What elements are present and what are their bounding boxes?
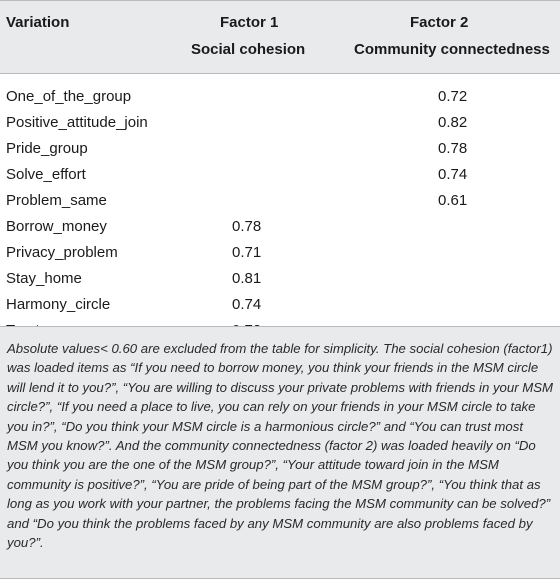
cell-factor2: 0.72 [438,88,468,105]
cell-factor1: 0.78 [232,218,262,235]
table-footnote: Absolute values< 0.60 are excluded from the table for simplicity. The social cohesion (factor1) was loaded items as “If you need to borrow money, you think your friends in the MSM circle will lend it to you?”, “You are willing to discuss your private problems with friends in your MSM circle?”, “If you need a place to live, you can rely on your friends in your MSM circle to take you in?”, “Do you think your MSM circle is a harmonious circle?” and “You can trust most MSM you know?”. And the community connectedness (factor 2) was loaded heavily on “Do you think you are the one of the MSM group?”, “Your attitude toward join in the MSM community is positive?”, “You are pride of being part of the MSM group?”, “You think that as long as you work with your partner, the problems facing the MSM community can be solved?” and “Do you think the problems faced by any MSM community are also problems faced by you?”. [0,326,560,579]
cell-variation: Borrow_money [6,218,107,235]
cell-factor2: 0.61 [438,192,468,209]
table-row [0,140,560,166]
table-row [0,88,560,114]
cell-variation: Privacy_problem [6,244,118,261]
cell-variation: One_of_the_group [6,88,132,105]
header-factor2-title: Factor 2 [410,14,469,31]
cell-factor2: 0.82 [438,114,468,131]
cell-factor1: 0.71 [232,244,262,261]
cell-variation: Problem_same [6,192,107,209]
table-row [0,114,560,140]
cell-variation: Pride_group [6,140,88,157]
table-row [0,166,560,192]
table-row [0,244,560,270]
header-factor1-subtitle: Social cohesion [191,41,306,58]
cell-variation: Solve_effort [6,166,86,183]
header-factor1-title: Factor 1 [220,14,279,31]
cell-factor1: 0.81 [232,270,262,287]
cell-variation: Stay_home [6,270,82,287]
table-row [0,218,560,244]
header-factor2-subtitle: Community connectedness [354,41,550,58]
table-header [0,0,560,74]
cell-variation: Harmony_circle [6,296,111,313]
table-row [0,296,560,322]
table-body [0,74,560,324]
table-row [0,192,560,218]
cell-variation: Positive_attitude_join [6,114,148,131]
cell-factor2: 0.78 [438,140,468,157]
table-row [0,270,560,296]
header-variation: Variation [6,14,70,31]
cell-factor2: 0.74 [438,166,468,183]
cell-factor1: 0.74 [232,296,262,313]
